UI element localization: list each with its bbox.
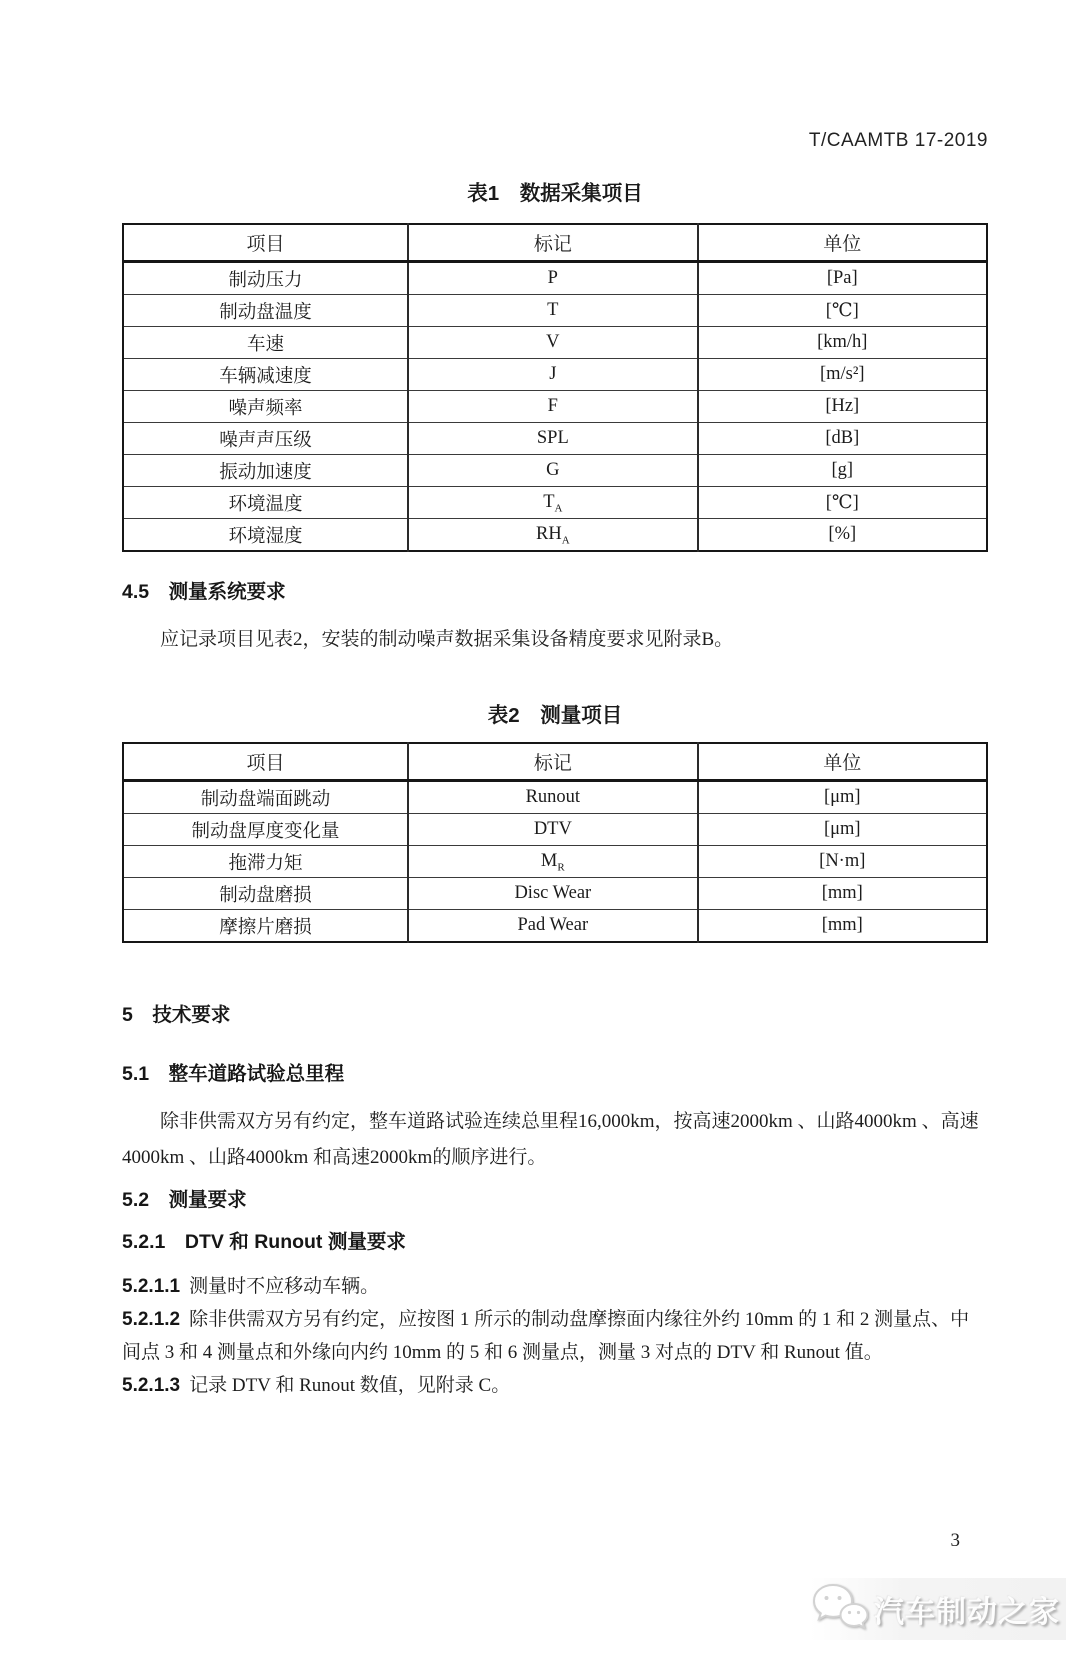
symbol-cell: SPL <box>408 423 697 455</box>
unit-cell: [mm] <box>698 878 987 910</box>
symbol-cell: P <box>408 262 697 295</box>
unit-cell: [μm] <box>698 781 987 814</box>
unit-cell: [m/s²] <box>698 359 987 391</box>
wechat-bubbles-icon <box>810 1581 868 1638</box>
table-row <box>123 814 987 846</box>
item-cell: 制动盘厚度变化量 <box>123 814 408 846</box>
item-cell: 制动盘磨损 <box>123 878 408 910</box>
watermark <box>810 1578 1066 1640</box>
clause-5-2-1-3 <box>122 1369 988 1402</box>
item-cell: 拖滞力矩 <box>123 846 408 878</box>
unit-cell: [%] <box>698 519 987 552</box>
section-heading-5: 5 技术要求 <box>122 1004 231 1026</box>
col-header-unit: 单位 <box>698 743 987 781</box>
clause-number: 5.2.1.1 <box>122 1276 181 1297</box>
table-row <box>123 391 987 423</box>
table-row <box>123 423 987 455</box>
section-heading-5-2-1: 5.2.1 DTV 和 Runout 测量要求 <box>122 1231 406 1253</box>
unit-cell: [μm] <box>698 814 987 846</box>
table1-data-collection-items <box>122 223 988 552</box>
table2-title: 表2 测量项目 <box>487 704 623 727</box>
item-cell: 制动盘端面跳动 <box>200 789 331 810</box>
unit-cell: [Pa] <box>698 262 987 295</box>
table-row <box>123 295 987 327</box>
table-row <box>123 455 987 487</box>
item-cell: 环境湿度 <box>123 519 408 552</box>
symbol-cell: Disc Wear <box>408 878 697 910</box>
table1-title: 表1 数据采集项目 <box>467 182 643 205</box>
table-row <box>123 878 987 910</box>
symbol-cell: Pad Wear <box>408 910 697 943</box>
clause-number: 5.2.1.3 <box>122 1375 181 1396</box>
section-heading-5-2: 5.2 测量要求 <box>122 1189 247 1211</box>
clause-text: 除非供需双方另有约定，应按图 1 所示的制动盘摩擦面内缘往外约 10mm 的 1 和 2 测量点、中间点 3 和 4 测量点和外缘向内约 10mm 的 5 和 6 测量点，测量 3 对点的 DTV 和 Runout 值。 <box>122 1309 970 1363</box>
table-header-row <box>123 743 987 781</box>
symbol-cell: $T_A$ <box>408 487 697 519</box>
unit-cell: [Hz] <box>698 391 987 423</box>
table-row <box>123 781 987 814</box>
section-heading-4-5: 4.5 测量系统要求 <box>122 581 286 603</box>
symbol-cell: T <box>408 295 697 327</box>
table-row <box>123 327 987 359</box>
symbol-cell: J <box>408 359 697 391</box>
unit-cell: [N·m] <box>698 846 987 878</box>
col-header-item: 项目 <box>123 743 408 781</box>
page-number: 3 <box>950 1530 960 1551</box>
symbol-cell: V <box>408 327 697 359</box>
col-header-item: 项目 <box>123 224 408 262</box>
table-row <box>123 487 987 519</box>
watermark-text: 汽车制动之家 <box>874 1596 1060 1629</box>
item-cell: 环境温度 <box>123 487 408 519</box>
item-cell: 车辆减速度 <box>123 359 408 391</box>
item-cell: 制动压力 <box>228 270 303 291</box>
col-header-symbol: 标记 <box>408 224 697 262</box>
section-heading-5-1: 5.1 整车道路试验总里程 <box>122 1063 345 1085</box>
clause-text: 记录 DTV 和 Runout 数值，见附录 C。 <box>189 1375 511 1396</box>
item-cell: 制动盘温度 <box>123 295 408 327</box>
doc-code-header: T/CAAMTB 17-2019 <box>808 130 988 151</box>
table-row <box>123 262 987 295</box>
col-header-symbol: 标记 <box>408 743 697 781</box>
table-row <box>123 519 987 552</box>
symbol-cell: $RH_A$ <box>408 519 697 552</box>
section-5-1-paragraph: 除非供需双方另有约定，整车道路试验连续总里程16,000km，按高速2000km 、山路4000km 、高速4000km 、山路4000km 和高速2000km的顺序进行。 <box>122 1111 979 1168</box>
clause-5-2-1-1 <box>122 1270 988 1303</box>
clause-list <box>122 1270 988 1402</box>
symbol-cell: F <box>408 391 697 423</box>
section-4-5-paragraph: 应记录项目见表2，安装的制动噪声数据采集设备精度要求见附录B。 <box>160 629 734 650</box>
item-cell: 噪声声压级 <box>123 423 408 455</box>
document-page <box>0 130 1080 1656</box>
col-header-unit: 单位 <box>698 224 987 262</box>
table-row <box>123 910 987 943</box>
clause-5-2-1-2 <box>122 1303 988 1369</box>
unit-cell: [g] <box>698 455 987 487</box>
table2-measurement-items <box>122 742 988 943</box>
table-header-row <box>123 224 987 262</box>
unit-cell: [℃] <box>698 295 987 327</box>
item-cell: 车速 <box>123 327 408 359</box>
item-cell: 振动加速度 <box>123 455 408 487</box>
clause-number: 5.2.1.2 <box>122 1309 181 1330</box>
symbol-cell: $M_R$ <box>408 846 697 878</box>
unit-cell: [℃] <box>698 487 987 519</box>
symbol-cell: Runout <box>408 781 697 814</box>
unit-cell: [km/h] <box>698 327 987 359</box>
symbol-cell: DTV <box>408 814 697 846</box>
unit-cell: [dB] <box>698 423 987 455</box>
table-row <box>123 846 987 878</box>
symbol-cell: G <box>408 455 697 487</box>
clause-text: 测量时不应移动车辆。 <box>189 1276 380 1297</box>
unit-cell: [mm] <box>698 910 987 943</box>
table-row <box>123 359 987 391</box>
item-cell: 噪声频率 <box>123 391 408 423</box>
item-cell: 摩擦片磨损 <box>123 910 408 943</box>
